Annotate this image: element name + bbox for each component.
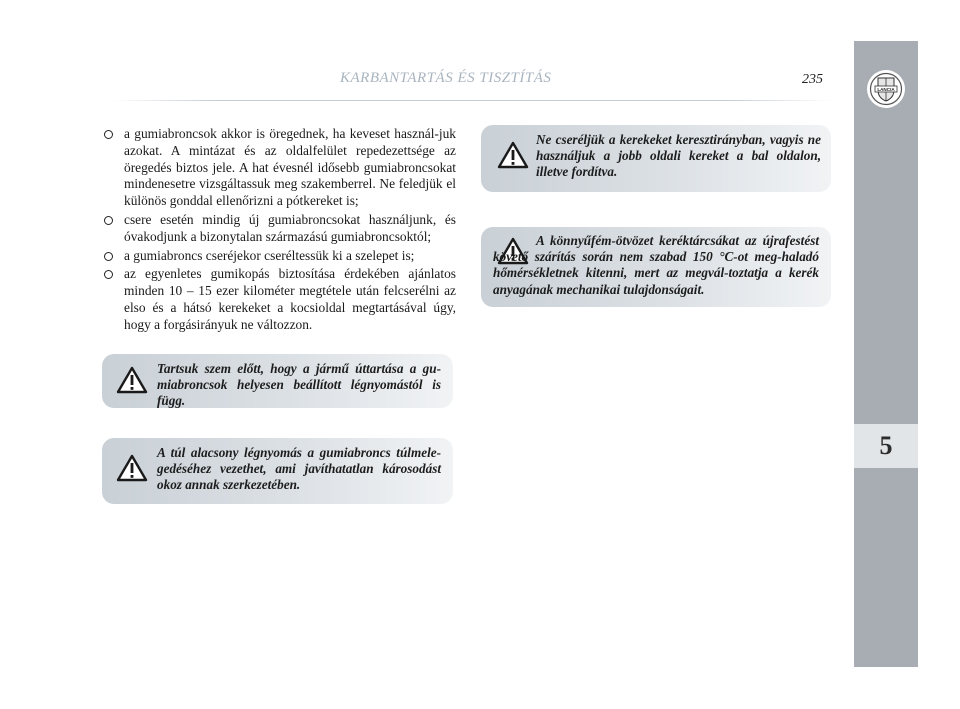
- list-item-text: a gumiabroncsok akkor is öregednek, ha keveset használ-juk azokat. A mintázat és az oldalfelület repedezettsége az öregedés biztos jele. A hat évesnél idősebb gumiabroncsokat mindenesetre vizsgáltassuk meg szakemberrel. Ne feledjük el különös gonddal ellenőrizni a pótkereket is;: [124, 126, 456, 209]
- bullet-circle-icon: [104, 216, 113, 225]
- warning-triangle-icon: [116, 454, 148, 482]
- warning-triangle-icon: [497, 141, 529, 169]
- list-item: [104, 266, 456, 333]
- lancia-shield-icon: [869, 72, 903, 106]
- warning-text: A könnyűfém-ötvözet keréktárcsákat az újrafestést követő szárítás során nem szabad 150 °C-ot meg-haladó hőmérsékletnek kitenni, mert az megvál-toztatja a kerék anyagának mechanikai tulajdonságait.: [493, 233, 819, 297]
- chapter-sidebar: [854, 41, 918, 667]
- bullet-circle-icon: [104, 252, 113, 261]
- list-item: [104, 248, 456, 265]
- warning-text: Tartsuk szem előtt, hogy a jármű úttartása a gu-miabroncsok helyesen beállított légnyomástól is függ.: [157, 361, 441, 409]
- warning-box-alloy-wheels: [481, 227, 831, 307]
- list-item: [104, 126, 456, 210]
- chapter-number: 5: [854, 424, 918, 468]
- warning-box-tire-pressure-handling: [102, 354, 453, 408]
- list-item: [104, 212, 456, 246]
- bullet-circle-icon: [104, 270, 113, 279]
- list-item-text: csere esetén mindig új gumiabroncsokat használjunk, és óvakodjunk a bizonytalan származású gumiabroncsoktól;: [124, 211, 456, 244]
- warning-text: Ne cseréljük a kerekeket keresztirányban, vagyis ne használjuk a jobb oldali kereket a bal oldalon, illetve fordítva.: [536, 132, 821, 180]
- tire-care-list: [104, 126, 456, 336]
- warning-box-low-pressure: [102, 438, 453, 504]
- list-item-text: a gumiabroncs cseréjekor cseréltessük ki a szelepet is;: [124, 247, 415, 263]
- lancia-logo: [867, 70, 905, 108]
- warning-box-wheel-swap: [481, 125, 831, 192]
- list-item-text: az egyenletes gumikopás biztosítása érdekében ajánlatos minden 10 – 15 ezer kilométer megtétele után felcserélni az elso és a hátsó kerekeket a kocsioldal megtartásával úgy, hogy a forgásirányuk ne változzon.: [124, 266, 456, 332]
- header-divider: [110, 100, 834, 101]
- page-number: 235: [802, 72, 823, 87]
- page-header-title: KARBANTARTÁS ÉS TISZTÍTÁS: [340, 70, 552, 86]
- warning-triangle-icon: [116, 366, 148, 394]
- bullet-circle-icon: [104, 130, 113, 139]
- warning-text: A túl alacsony légnyomás a gumiabroncs túlmele-gedéséhez vezethet, ami javíthatatlan károsodást okoz annak szerkezetében.: [157, 445, 441, 493]
- logo-text: LANCIA: [877, 87, 895, 92]
